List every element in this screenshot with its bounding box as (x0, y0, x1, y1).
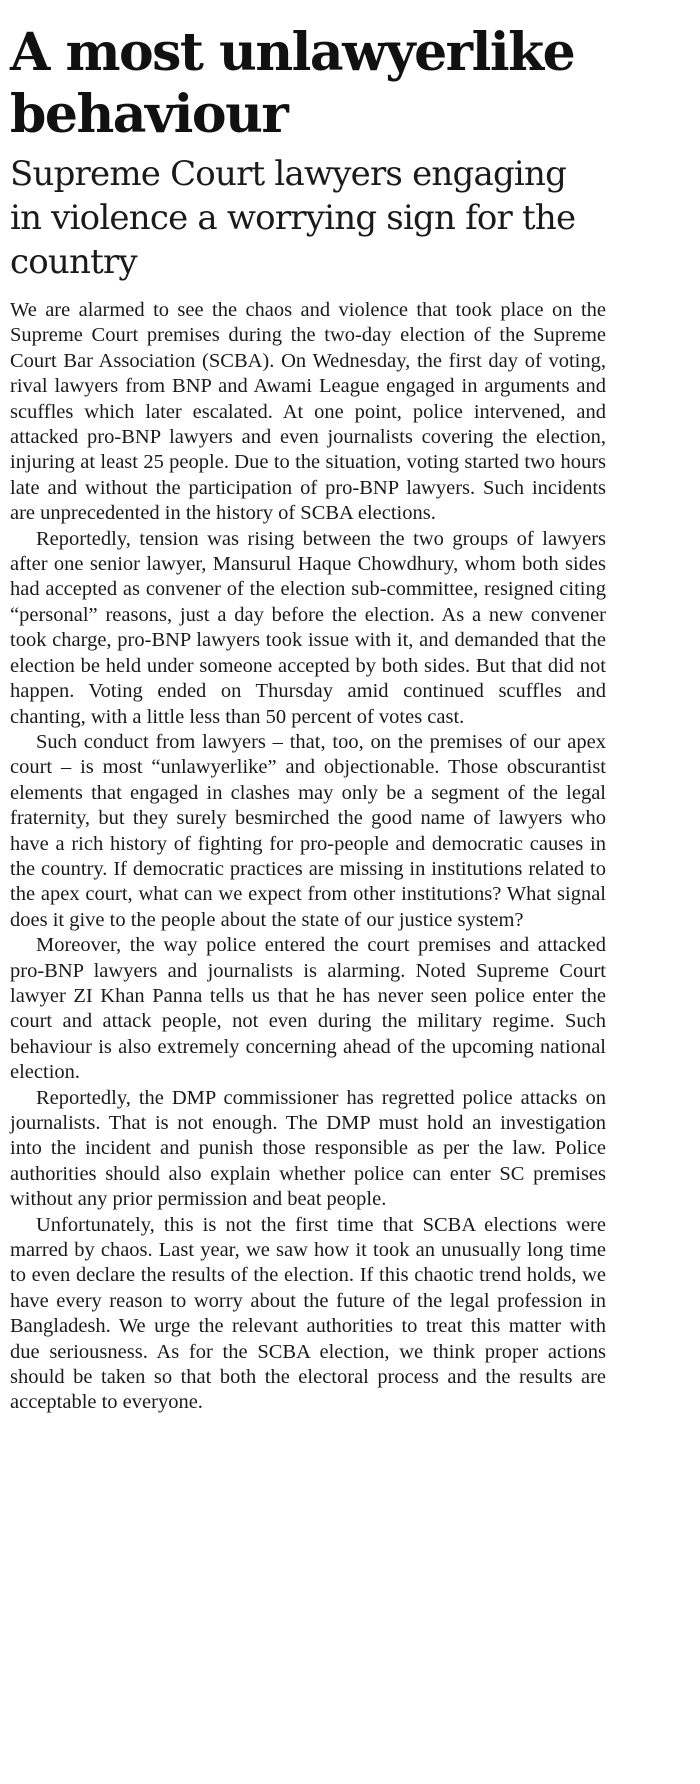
body-paragraph: Reportedly, the DMP commissioner has regretted police attacks on journalists. That is not enough. The DMP must hold an investigation into the incident and punish those responsible as per the law. Police authorities should also explain whether police can enter SC premises without any prior permission and beat people. (10, 1086, 606, 1211)
editorial-article (10, 0, 606, 1416)
subheadline: Supreme Court lawyers engaging in violence a worrying sign for the country (10, 154, 576, 282)
body-paragraph: Reportedly, tension was rising between the two groups of lawyers after one senior lawyer, Mansurul Haque Chowdhury, whom both sides had accepted as convener of the election sub-committee, resigned citing “personal” reasons, just a day before the election. As a new convener took charge, pro-BNP lawyers took issue with it, and demanded that the election be held under someone accepted by both sides. But that did not happen. Voting ended on Thursday amid continued scuffles and chanting, with a little less than 50 percent of votes cast. (10, 527, 606, 728)
body-paragraph: Such conduct from lawyers – that, too, on the premises of our apex court – is most “unlawyerlike” and objectionable. Those obscurantist elements that engaged in clashes may only be a segment of the legal fraternity, but they surely besmirched the good name of lawyers who have a rich history of fighting for pro-people and democratic causes in the country. If democratic practices are missing in institutions related to the apex court, what can we expect from other institutions? What signal does it give to the people about the state of our justice system? (10, 730, 606, 931)
body-paragraph: Moreover, the way police entered the court premises and attacked pro-BNP lawyers and journalists is alarming. Noted Supreme Court lawyer ZI Khan Panna tells us that he has never seen police enter the court and attack people, not even during the military regime. Such behaviour is also extremely concerning ahead of the upcoming national election. (10, 934, 606, 1084)
body-paragraph: Unfortunately, this is not the first time that SCBA elections were marred by chaos. Last year, we saw how it took an unusually long time to even declare the results of the election. If this chaotic trend holds, we have every reason to worry about the future of the legal profession in Bangladesh. We urge the relevant authorities to treat this matter with due seriousness. As for the SCBA election, we think proper actions should be taken so that both the electoral process and the results are acceptable to everyone. (10, 1213, 606, 1414)
body-paragraph: We are alarmed to see the chaos and violence that took place on the Supreme Court premises during the two-day election of the Supreme Court Bar Association (SCBA). On Wednesday, the first day of voting, rival lawyers from BNP and Awami League engaged in arguments and scuffles which later escalated. At one point, police intervened, and attacked pro-BNP lawyers and even journalists covering the election, injuring at least 25 people. Due to the situation, voting started two hours late and without the participation of pro-BNP lawyers. Such incidents are unprecedented in the history of SCBA elections. (10, 299, 606, 525)
headline: A most unlawyerlike behaviour (10, 22, 575, 145)
article-body (10, 298, 606, 1416)
